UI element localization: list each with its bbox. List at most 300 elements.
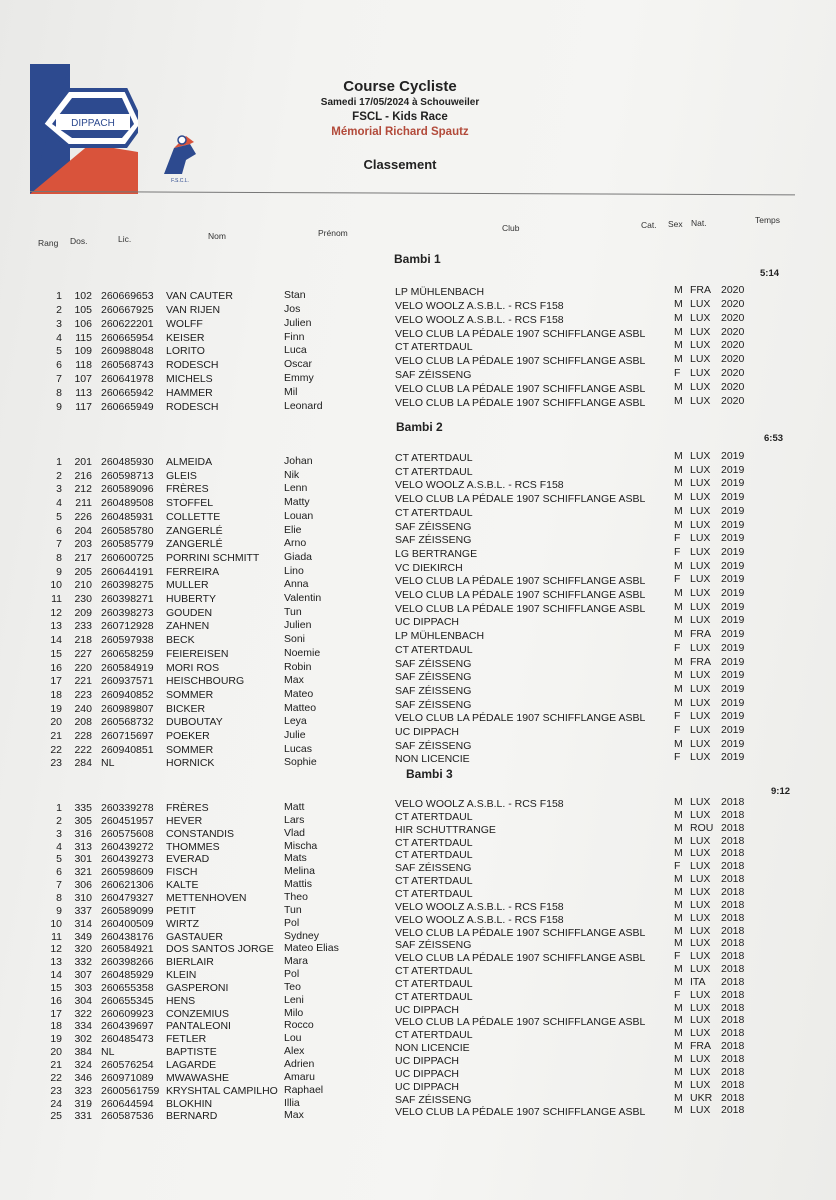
cell-dos: 337 — [74, 904, 92, 917]
cell-dos: 233 — [74, 620, 92, 633]
cell-dos: 222 — [74, 743, 92, 756]
cell-nat: LUX — [690, 1001, 711, 1014]
cell-rang: 8 — [56, 386, 62, 399]
col-nom: Nom — [208, 231, 226, 241]
cell-nom: MORI ROS — [166, 661, 220, 674]
cell-sex: M — [674, 821, 683, 834]
cell-sex: M — [674, 963, 683, 976]
cell-dos: 323 — [74, 1084, 92, 1097]
cell-nat: LUX — [690, 491, 711, 504]
cell-nom: COLLETTE — [166, 510, 221, 523]
cell-club: UC DIPPACH — [395, 1080, 459, 1093]
cell-year: 2018 — [721, 988, 745, 1001]
cell-sex: M — [674, 847, 683, 860]
cell-nat: LUX — [690, 353, 711, 366]
cell-prenom: Lou — [284, 1032, 302, 1045]
cell-club: CT ATERTDAUL — [395, 452, 473, 464]
cell-club: SAF ZÉISSENG — [395, 862, 472, 875]
cell-club: VELO CLUB LA PÉDALE 1907 SCHIFFLANGE ASBL — [395, 926, 646, 939]
cell-prenom: Finn — [284, 330, 305, 343]
cell-dos: 320 — [74, 943, 92, 956]
cell-lic: 260667925 — [101, 303, 154, 316]
cell-prenom: Stan — [284, 289, 306, 301]
cell-rang: 22 — [50, 743, 62, 756]
cell-prenom: Sydney — [284, 929, 320, 942]
cell-prenom: Mateo — [284, 687, 314, 700]
cell-dos: 307 — [74, 969, 92, 982]
table-row — [0, 394, 836, 414]
cell-sex: M — [674, 1040, 683, 1053]
cell-lic: 260439697 — [101, 1020, 154, 1033]
cell-rang: 1 — [56, 802, 62, 814]
cell-year: 2018 — [721, 1065, 745, 1078]
cell-rang: 3 — [56, 827, 62, 840]
cell-lic: 260398273 — [101, 606, 154, 619]
cell-dos: 306 — [74, 879, 92, 892]
cell-prenom: Pol — [284, 968, 300, 981]
cell-sex: M — [674, 1001, 683, 1014]
cell-prenom: Sophie — [284, 756, 317, 769]
cell-year: 2018 — [721, 860, 745, 873]
cell-lic: 260575608 — [101, 827, 154, 840]
cell-lic: 260568732 — [101, 716, 154, 729]
memorial-title: Mémorial Richard Spautz — [331, 126, 469, 138]
cell-nat: LUX — [690, 847, 711, 860]
cell-year: 2020 — [721, 297, 745, 310]
cell-nat: LUX — [690, 463, 711, 476]
cell-club: CT ATERTDAUL — [395, 506, 473, 519]
cell-nom: GLEIS — [166, 469, 197, 482]
cell-prenom: Mats — [284, 852, 307, 865]
cell-year: 2019 — [721, 450, 745, 462]
cell-club: UC DIPPACH — [395, 726, 459, 738]
cell-nat: LUX — [690, 587, 711, 599]
cell-nat: LUX — [690, 834, 711, 847]
cell-nat: FRA — [690, 655, 711, 668]
cell-prenom: Matteo — [284, 701, 317, 714]
cell-sex: F — [674, 367, 681, 380]
cell-prenom: Nik — [284, 468, 300, 481]
cell-nat: LUX — [690, 559, 711, 572]
cell-club: CT ATERTDAUL — [395, 341, 473, 354]
cell-nom: BECK — [166, 634, 195, 647]
cell-rang: 4 — [56, 840, 62, 853]
col-sex: Sex — [668, 219, 683, 229]
cell-nat: LUX — [690, 988, 711, 1001]
cell-year: 2019 — [721, 724, 745, 736]
cell-nat: LUX — [690, 325, 711, 338]
cell-nom: MULLER — [166, 579, 209, 592]
cell-dos: 212 — [74, 483, 92, 496]
cell-club: CT ATERTDAUL — [395, 965, 473, 978]
cell-prenom: Tun — [284, 903, 302, 916]
cell-year: 2019 — [721, 614, 745, 627]
cell-nom: FISCH — [166, 866, 198, 879]
event-date: Samedi 17/05/2024 à Schouweiler — [320, 97, 480, 108]
cell-lic: 260398266 — [101, 956, 154, 969]
cell-prenom: Giada — [284, 550, 313, 563]
cell-year: 2018 — [721, 937, 745, 950]
cell-lic: 260479327 — [101, 891, 154, 904]
cell-year: 2018 — [721, 924, 745, 937]
cell-nat: LUX — [690, 682, 711, 695]
cell-rang: 18 — [50, 688, 62, 701]
cell-lic: 260598609 — [101, 866, 154, 879]
cell-nom: STOFFEL — [166, 497, 214, 510]
cell-year: 2018 — [721, 821, 745, 834]
cell-nom: GASTAUER — [166, 930, 223, 943]
col-club: Club — [502, 223, 520, 233]
category-title: Bambi 2 — [396, 420, 443, 434]
cell-rang: 21 — [50, 730, 62, 742]
cell-rang: 17 — [50, 675, 62, 688]
cell-rang: 6 — [56, 866, 62, 879]
cell-club: CT ATERTDAUL — [395, 990, 473, 1003]
cell-nom: PORRINI SCHMITT — [166, 551, 260, 564]
cell-lic: 260598713 — [101, 469, 154, 482]
cell-lic: 260339278 — [101, 802, 154, 814]
cell-dos: 314 — [74, 917, 92, 930]
cell-year: 2018 — [721, 1053, 745, 1065]
cell-lic: 260585780 — [101, 524, 154, 537]
cell-nom: GOUDEN — [166, 606, 213, 619]
cell-lic: 260568743 — [101, 359, 154, 372]
cell-club: SAF ZÉISSENG — [395, 671, 472, 684]
cell-sex: M — [674, 1027, 683, 1040]
cell-club: VELO CLUB LA PÉDALE 1907 SCHIFFLANGE ASBL — [395, 602, 646, 615]
col-nat: Nat. — [691, 218, 707, 228]
cell-lic: NL — [101, 757, 115, 770]
cell-nom: CONZEMIUS — [166, 1007, 229, 1020]
cell-year: 2018 — [721, 963, 745, 976]
cell-year: 2018 — [721, 847, 745, 860]
cell-rang: 11 — [51, 930, 62, 943]
cell-dos: 316 — [74, 827, 92, 840]
cell-prenom: Leya — [284, 715, 307, 728]
cell-club: CT ATERTDAUL — [395, 849, 473, 862]
cell-club: CT ATERTDAUL — [395, 465, 473, 478]
cell-club: VC DIEKIRCH — [395, 561, 463, 574]
cell-nat: LUX — [690, 394, 711, 407]
cell-lic: 260485929 — [101, 969, 154, 982]
cell-nat: LUX — [690, 504, 711, 517]
cell-nat: LUX — [690, 1027, 711, 1040]
cell-lic: 260988048 — [101, 345, 154, 358]
cell-rang: 12 — [50, 943, 62, 956]
cell-nom: ZANGERLÉ — [166, 524, 223, 537]
cell-nat: FRA — [690, 284, 711, 296]
cell-lic: 260940852 — [101, 688, 154, 701]
cell-sex: M — [674, 873, 683, 886]
cell-nat: LUX — [690, 885, 711, 898]
cell-nat: LUX — [690, 339, 711, 352]
cell-rang: 18 — [50, 1020, 62, 1033]
cell-lic: 260485931 — [101, 510, 154, 523]
cell-prenom: Pol — [284, 916, 300, 929]
cell-club: SAF ZÉISSENG — [395, 369, 472, 382]
cell-prenom: Oscar — [284, 358, 313, 371]
cell-prenom: Rocco — [284, 1019, 314, 1032]
cell-prenom: Mateo Elias — [284, 942, 339, 955]
cell-lic: 260438176 — [101, 930, 154, 943]
cell-lic: 260576254 — [101, 1059, 154, 1071]
cell-prenom: Alex — [284, 1045, 305, 1058]
cell-dos: 107 — [74, 373, 92, 386]
cell-rang: 5 — [56, 853, 62, 866]
cell-year: 2019 — [721, 628, 745, 641]
cell-year: 2019 — [721, 477, 745, 490]
cell-dos: 105 — [74, 303, 92, 316]
cell-nom: DOS SANTOS JORGE — [166, 943, 274, 956]
cell-nom: MWAWASHE — [166, 1071, 229, 1084]
cell-nat: LUX — [690, 1014, 711, 1027]
cell-club: UC DIPPACH — [395, 1003, 459, 1016]
cell-sex: M — [674, 655, 683, 668]
cell-nat: ITA — [690, 975, 706, 988]
cell-nat: LUX — [690, 545, 711, 558]
cell-year: 2019 — [721, 587, 745, 599]
cell-nom: BIERLAIR — [166, 956, 214, 969]
cell-nom: MICHELS — [166, 373, 213, 386]
cell-prenom: Max — [284, 1109, 304, 1122]
cell-club: CT ATERTDAUL — [395, 887, 473, 900]
cell-club: NON LICENCIE — [395, 753, 470, 766]
cell-lic: 260644594 — [101, 1097, 154, 1110]
cell-sex: M — [674, 1078, 683, 1091]
cell-prenom: Mil — [284, 385, 298, 398]
cell-club: CT ATERTDAUL — [395, 836, 473, 849]
cell-sex: M — [674, 737, 683, 750]
cell-nat: LUX — [690, 311, 711, 324]
cell-sex: F — [674, 710, 681, 723]
cell-dos: 335 — [74, 802, 92, 814]
cell-dos: 106 — [74, 317, 92, 330]
cell-rang: 13 — [50, 956, 62, 969]
cell-nom: CONSTANDIS — [166, 827, 235, 840]
cell-lic: 260597938 — [101, 634, 154, 647]
cell-lic: 260609923 — [101, 1007, 154, 1020]
cell-dos: 217 — [74, 551, 92, 564]
cell-nat: LUX — [690, 614, 711, 627]
cell-prenom: Emmy — [284, 372, 314, 385]
cell-nom: POEKER — [166, 730, 210, 742]
cell-nat: LUX — [690, 724, 711, 736]
cell-sex: M — [674, 834, 683, 847]
cell-prenom: Melina — [284, 865, 315, 878]
cell-prenom: Matt — [284, 801, 305, 813]
cell-nat: LUX — [690, 450, 711, 462]
cell-prenom: Leni — [284, 993, 304, 1006]
cell-dos: 230 — [74, 593, 92, 605]
col-lic: Lic. — [118, 234, 132, 244]
cell-sex: M — [674, 1014, 683, 1027]
cell-nom: ZAHNEN — [166, 620, 210, 633]
cell-nat: LUX — [690, 600, 711, 613]
cell-rang: 4 — [56, 497, 62, 510]
cell-lic: 260644191 — [101, 565, 154, 578]
cell-nom: WIRTZ — [166, 917, 200, 930]
cell-nat: LUX — [690, 860, 711, 873]
cell-dos: 220 — [74, 661, 92, 674]
cell-year: 2019 — [721, 696, 745, 709]
cell-lic: 260485930 — [101, 456, 154, 468]
cell-nom: KRYSHTAL CAMPILHO — [166, 1084, 278, 1097]
cell-dos: 113 — [75, 386, 92, 399]
cell-nat: LUX — [690, 1078, 711, 1091]
cell-rang: 22 — [50, 1071, 62, 1084]
cell-rang: 2 — [56, 303, 62, 316]
cell-dos: 349 — [74, 930, 92, 943]
cell-nom: BLOKHIN — [166, 1097, 213, 1110]
cell-nat: LUX — [690, 518, 711, 531]
cell-year: 2018 — [721, 1001, 745, 1014]
cell-nat: LUX — [690, 696, 711, 709]
cell-sex: F — [674, 860, 681, 873]
cell-dos: 346 — [74, 1071, 92, 1084]
cell-lic: 260655358 — [101, 981, 154, 994]
cell-lic: 260712928 — [101, 620, 154, 633]
cell-year: 2018 — [721, 1014, 745, 1027]
cell-club: SAF ZÉISSENG — [395, 939, 472, 952]
cell-lic: 260621306 — [101, 879, 154, 892]
cell-year: 2019 — [721, 682, 745, 695]
category-title: Bambi 3 — [406, 767, 453, 781]
cell-sex: F — [674, 641, 681, 654]
cell-nom: PANTALEONI — [166, 1020, 231, 1033]
cell-lic: 260665949 — [101, 400, 154, 413]
cell-lic: 260439272 — [101, 840, 154, 853]
cell-rang: 15 — [50, 647, 62, 660]
cell-prenom: Louan — [284, 509, 314, 522]
cell-year: 2018 — [721, 1091, 745, 1104]
cell-rang: 1 — [56, 456, 62, 468]
cell-sex: M — [674, 394, 683, 407]
cell-club: HIR SCHUTTRANGE — [395, 823, 496, 836]
cell-club: CT ATERTDAUL — [395, 643, 473, 656]
cell-nat: LUX — [690, 737, 711, 750]
cell-club: SAF ZÉISSENG — [395, 698, 472, 711]
cell-club: VELO WOOLZ A.S.B.L. - RCS F158 — [395, 900, 564, 913]
cell-club: CT ATERTDAUL — [395, 875, 473, 888]
cell-dos: 211 — [75, 497, 92, 510]
cell-dos: 221 — [74, 675, 92, 688]
cell-rang: 19 — [50, 702, 62, 715]
cell-lic: 260489508 — [101, 497, 154, 510]
cell-sex: M — [674, 325, 683, 338]
cell-prenom: Illia — [284, 1096, 300, 1109]
cell-year: 2020 — [721, 339, 745, 352]
cell-nom: HEVER — [166, 814, 203, 827]
cell-rang: 4 — [56, 331, 62, 344]
cell-prenom: Lenn — [284, 482, 308, 495]
category-time: 5:14 — [760, 268, 780, 279]
cell-lic: 260584921 — [101, 943, 154, 956]
cell-lic: 260971089 — [101, 1071, 154, 1084]
cell-year: 2020 — [721, 380, 745, 393]
cell-nat: LUX — [690, 380, 711, 393]
cell-nat: LUX — [690, 669, 711, 682]
cell-rang: 8 — [56, 551, 62, 564]
cell-rang: 7 — [56, 538, 62, 551]
cell-prenom: Johan — [284, 455, 313, 467]
cell-club: SAF ZÉISSENG — [395, 520, 472, 533]
cell-dos: 331 — [74, 1110, 92, 1123]
cell-year: 2019 — [721, 532, 745, 545]
cell-sex: M — [674, 518, 683, 531]
cell-dos: 208 — [74, 716, 92, 729]
cell-nat: LUX — [690, 1053, 711, 1065]
cell-nat: LUX — [690, 950, 711, 963]
col-cat: Cat. — [641, 220, 657, 230]
cell-club: VELO CLUB LA PÉDALE 1907 SCHIFFLANGE ASBL — [395, 1016, 646, 1029]
cell-dos: 284 — [74, 757, 92, 770]
cell-rang: 23 — [50, 1084, 62, 1097]
cell-lic: 260439273 — [101, 853, 154, 866]
cell-sex: M — [674, 898, 683, 911]
cell-club: LP MÜHLENBACH — [395, 286, 485, 298]
header-divider — [30, 191, 795, 195]
cell-rang: 21 — [50, 1059, 62, 1071]
cell-rang: 9 — [56, 400, 62, 413]
cell-nom: BERNARD — [166, 1110, 218, 1123]
cell-nom: HENS — [166, 994, 196, 1007]
cell-sex: F — [674, 950, 681, 963]
cell-rang: 20 — [50, 1046, 62, 1059]
cell-year: 2019 — [721, 737, 745, 750]
cell-lic: 260669653 — [101, 290, 154, 302]
cell-nom: KALTE — [166, 879, 199, 892]
cell-year: 2018 — [721, 911, 745, 924]
cell-prenom: Elie — [284, 523, 302, 536]
cell-nom: FRÈRES — [166, 483, 209, 496]
cell-sex: F — [674, 545, 681, 558]
cell-prenom: Tun — [284, 605, 302, 618]
cell-nom: FRÈRES — [166, 802, 209, 814]
cell-prenom: Adrien — [284, 1058, 315, 1070]
cell-club: VELO CLUB LA PÉDALE 1907 SCHIFFLANGE ASBL — [395, 396, 646, 409]
cell-dos: 118 — [75, 359, 92, 372]
cell-nat: LUX — [690, 641, 711, 654]
cell-nom: LAGARDE — [166, 1059, 217, 1071]
cell-nom: RODESCH — [166, 359, 219, 372]
cell-sex: M — [674, 1053, 683, 1065]
category-time: 6:53 — [764, 433, 784, 444]
cell-rang: 14 — [50, 969, 62, 982]
cell-lic: 260589096 — [101, 483, 154, 496]
cell-sex: M — [674, 937, 683, 950]
cell-lic: 2600561759 — [101, 1084, 160, 1097]
cell-year: 2019 — [721, 669, 745, 682]
cell-sex: M — [674, 614, 683, 627]
cell-dos: 218 — [74, 634, 92, 647]
cell-nom: FETLER — [166, 1033, 207, 1046]
cell-nat: LUX — [690, 1065, 711, 1078]
event-subtitle: FSCL - Kids Race — [352, 111, 448, 123]
cell-nom: PETIT — [166, 904, 196, 917]
cell-dos: 303 — [74, 981, 92, 994]
cell-year: 2020 — [721, 311, 745, 324]
cell-rang: 11 — [51, 593, 62, 605]
cell-sex: M — [674, 463, 683, 476]
cell-prenom: Arno — [284, 537, 307, 550]
cell-dos: 324 — [74, 1059, 92, 1071]
cell-nat: LUX — [690, 532, 711, 545]
cell-nat: LUX — [690, 796, 711, 808]
col-rang: Rang — [38, 238, 59, 248]
cell-year: 2018 — [721, 1078, 745, 1091]
cell-sex: M — [674, 682, 683, 695]
cell-club: SAF ZÉISSENG — [395, 1093, 472, 1106]
